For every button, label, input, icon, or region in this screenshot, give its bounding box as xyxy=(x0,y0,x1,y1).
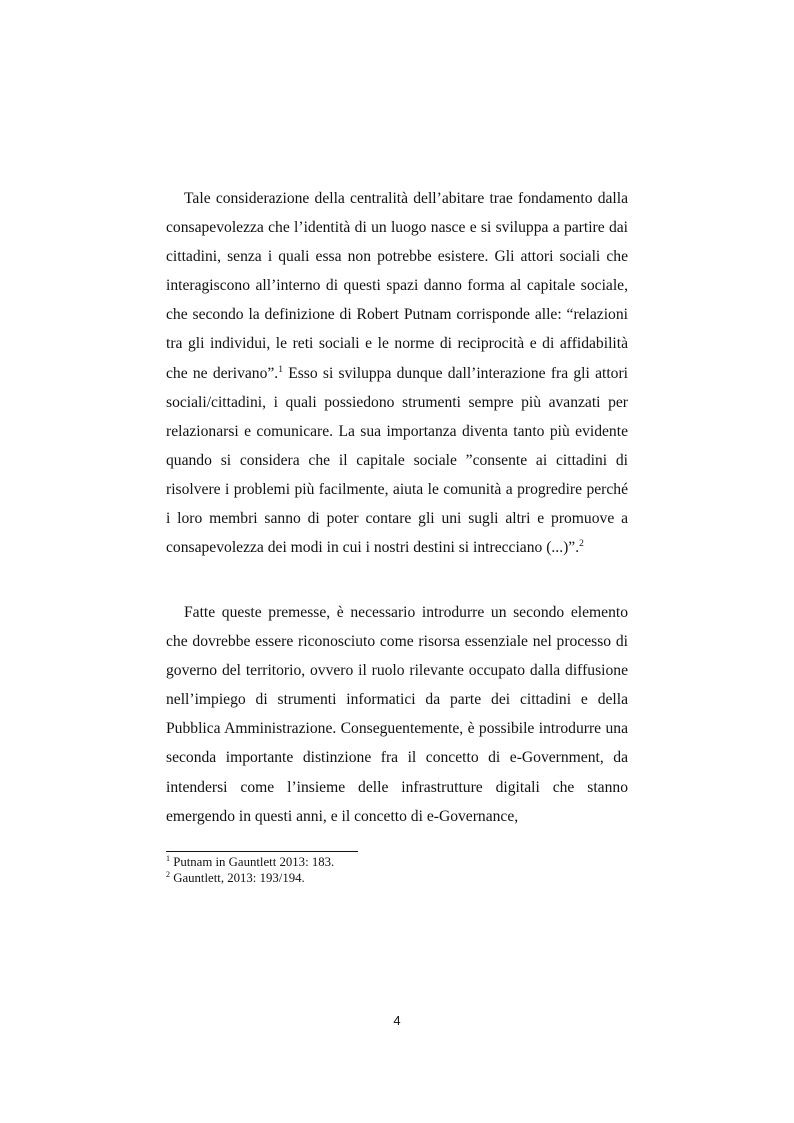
footnote-1-text: Putnam in Gauntlett 2013: 183. xyxy=(170,855,335,869)
footnote-ref-1[interactable]: 1 xyxy=(278,364,283,375)
paragraph-1-text-part-2: Esso si sviluppa dunque dall’interazione fra gli attori sociali/cittadini, i quali possiedono strumenti sempre più avanzati per relazionarsi e comunicare. La sua importanza diventa tanto più evidente quando si considera che il capitale sociale ”consente ai cittadini di risolvere i problemi più facilmente, aiuta le comunità a progredire perché i loro membri sanno di poter contare gli uni sugli altri e promuove a consapevolezza dei modi in cui i nostri destini si intrecciano (...)”. xyxy=(166,364,628,557)
page-number: 4 xyxy=(393,1013,401,1028)
footnote-separator xyxy=(166,851,358,852)
footnote-ref-2[interactable]: 2 xyxy=(579,539,584,550)
paragraph-1-text-part-1: Tale considerazione della centralità dell’abitare trae fondamento dalla consapevolezza che l’identità di un luogo nasce e si sviluppa a partire dai cittadini, senza i quali essa non potrebbe esistere. Gli attori sociali che interagiscono all’interno di questi spazi danno forma al capitale sociale, che secondo la definizione di Robert Putnam corrisponde alle: “relazioni tra gli individui, le reti sociali e le norme di reciprocità e di affidabilità che ne derivano”. xyxy=(166,190,628,382)
paragraph-2 xyxy=(166,598,628,831)
paragraph-2-text: Fatte queste premesse, è necessario introdurre un secondo elemento che dovrebbe essere riconosciuto come risorsa essenziale nel processo di governo del territorio, ovvero il ruolo rilevante occupato dalla diffusione nell’impiego di strumenti informatici da parte dei cittadini e della Pubblica Amministrazione. Conseguentemente, è possibile introdurre una seconda importante distinzione fra il concetto di e-Government, da intendersi come l’insieme delle infrastrutture digitali che stanno emergendo in questi anni, e il concetto di e-Governance, xyxy=(166,604,628,825)
footnote-2-text: Gauntlett, 2013: 193/194. xyxy=(170,870,305,885)
footnote-1-marker: 1 xyxy=(166,854,170,863)
paragraph-1-text xyxy=(166,184,628,562)
paragraph-1 xyxy=(166,184,628,562)
footnote-2 xyxy=(166,871,628,887)
footnote-1 xyxy=(166,855,628,871)
footnote-2-marker: 2 xyxy=(166,869,170,879)
footnotes xyxy=(166,855,628,886)
